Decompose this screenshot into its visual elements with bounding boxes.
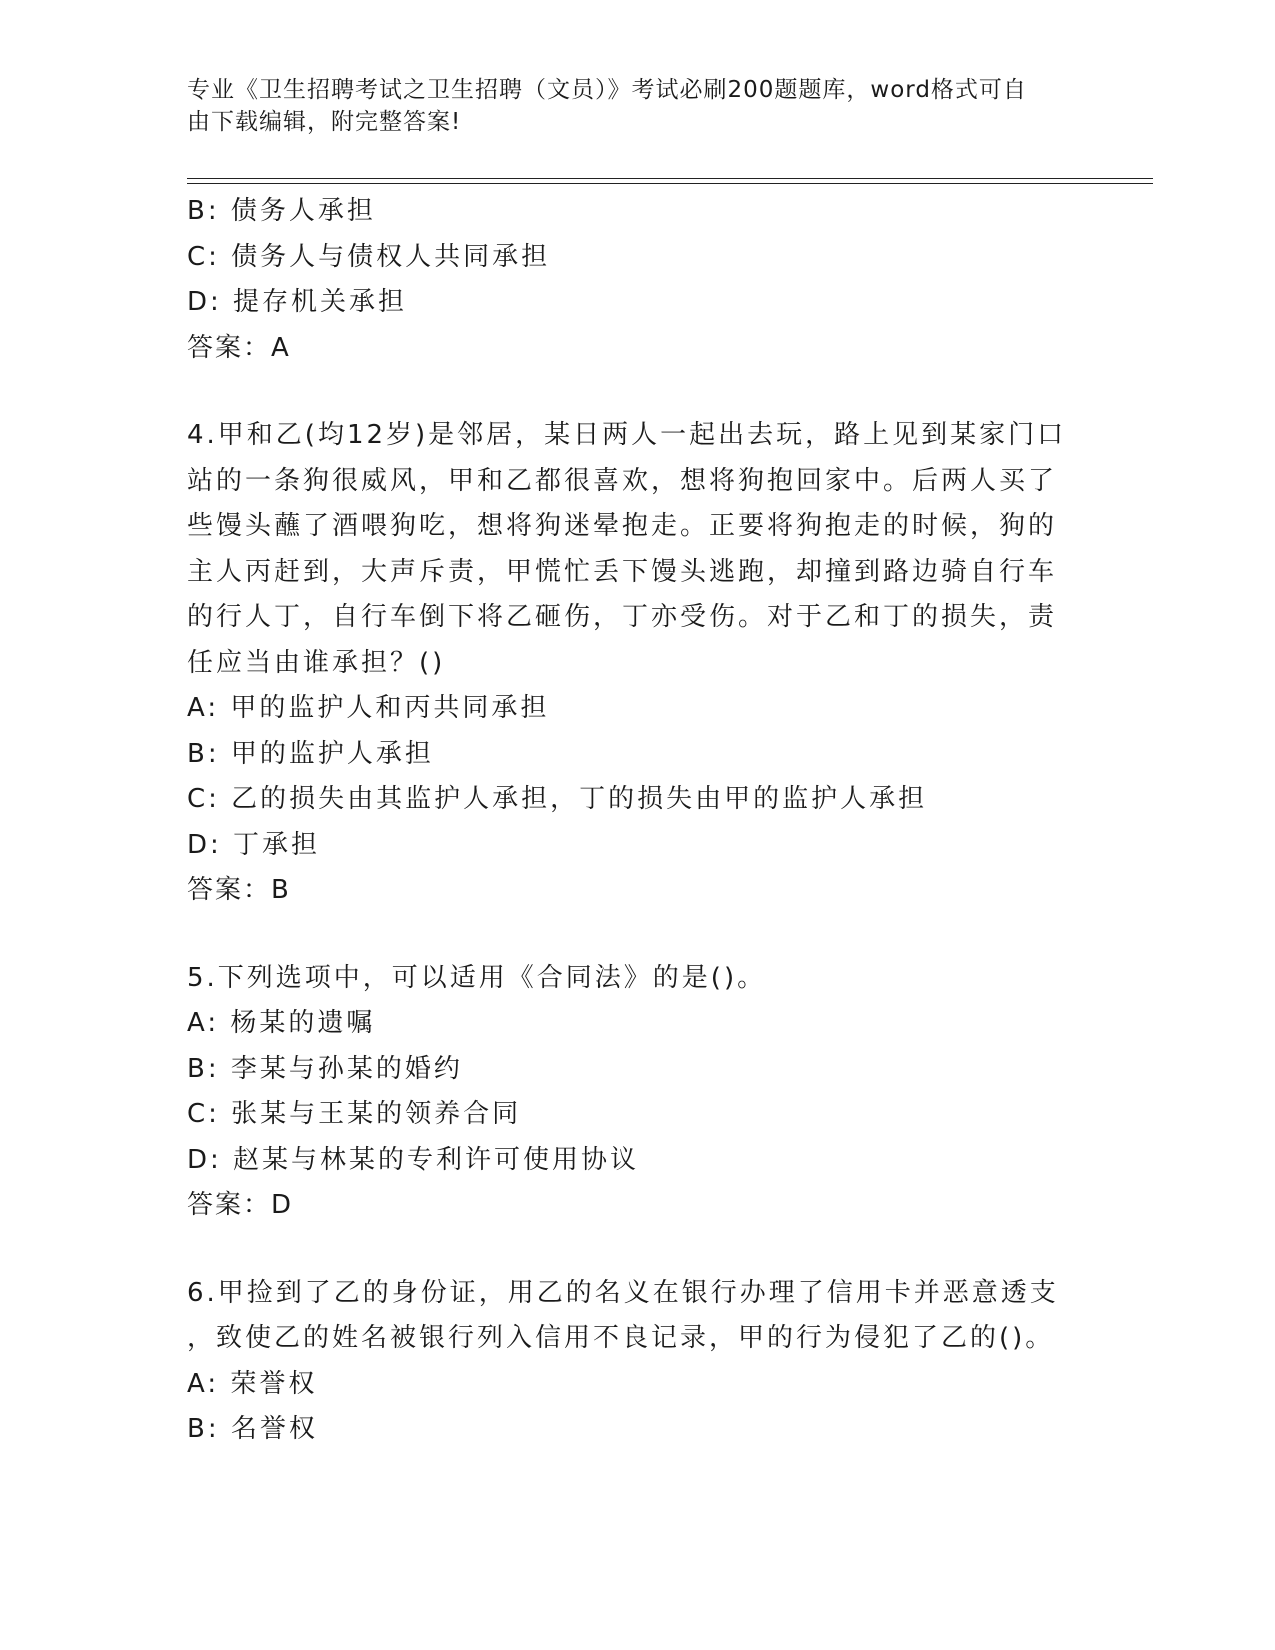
question-text-line: ，致使乙的姓名被银行列入信用不良记录，甲的行为侵犯了乙的()。 bbox=[187, 1323, 1055, 1353]
answer-line: 答案：A bbox=[187, 332, 291, 363]
question-block-prev bbox=[187, 189, 1087, 371]
answer-line: 答案：D bbox=[187, 1190, 294, 1220]
header-line-1: 专业《卫生招聘考试之卫生招聘（文员）》考试必刷200题题库，word格式可自 bbox=[187, 77, 1027, 103]
question-block-6 bbox=[187, 1271, 1087, 1453]
option-b: B: 名誉权 bbox=[187, 1414, 318, 1444]
header-divider-bottom bbox=[187, 183, 1153, 184]
option-c: C: 债务人与债权人共同承担 bbox=[187, 241, 551, 272]
option-b: B: 甲的监护人承担 bbox=[187, 738, 434, 769]
option-a: A: 荣誉权 bbox=[187, 1368, 318, 1399]
document-header bbox=[187, 74, 1067, 138]
spacer bbox=[187, 1229, 1087, 1271]
spacer bbox=[187, 371, 1087, 413]
option-c: C: 张某与王某的领养合同 bbox=[187, 1099, 522, 1129]
question-block-5 bbox=[187, 956, 1087, 1229]
option-b: B: 债务人承担 bbox=[187, 196, 376, 226]
question-text-line: 4.甲和乙(均12岁)是邻居，某日两人一起出去玩，路上见到某家门口 bbox=[187, 420, 1067, 450]
option-d: D: 赵某与林某的专利许可使用协议 bbox=[187, 1144, 640, 1175]
answer-line: 答案：B bbox=[187, 875, 291, 905]
question-text-line: 的行人丁，自行车倒下将乙砸伤，丁亦受伤。对于乙和丁的损失，责 bbox=[187, 602, 1058, 632]
question-text-line: 主人丙赶到，大声斥责，甲慌忙丢下馒头逃跑，却撞到路边骑自行车 bbox=[187, 556, 1058, 587]
question-text-line: 5.下列选项中，可以适用《合同法》的是()。 bbox=[187, 962, 767, 993]
header-line-2: 由下载编辑，附完整答案! bbox=[187, 109, 462, 135]
header-divider-top bbox=[187, 178, 1153, 179]
question-block-4 bbox=[187, 413, 1087, 914]
question-text-line: 些馒头蘸了酒喂狗吃，想将狗迷晕抱走。正要将狗抱走的时候，狗的 bbox=[187, 511, 1058, 541]
option-c: C: 乙的损失由其监护人承担，丁的损失由甲的监护人承担 bbox=[187, 784, 928, 814]
option-a: A: 杨某的遗嘱 bbox=[187, 1008, 376, 1038]
option-a: A: 甲的监护人和丙共同承担 bbox=[187, 693, 550, 723]
option-d: D: 丁承担 bbox=[187, 829, 321, 860]
option-b: B: 李某与孙某的婚约 bbox=[187, 1053, 463, 1084]
question-text-line: 任应当由谁承担？() bbox=[187, 647, 446, 678]
question-text-line: 6.甲捡到了乙的身份证，用乙的名义在银行办理了信用卡并恶意透支 bbox=[187, 1277, 1059, 1308]
question-text-line: 站的一条狗很威风，甲和乙都很喜欢，想将狗抱回家中。后两人买了 bbox=[187, 465, 1058, 496]
spacer bbox=[187, 914, 1087, 956]
option-d: D: 提存机关承担 bbox=[187, 287, 408, 317]
question-list bbox=[187, 189, 1087, 1453]
